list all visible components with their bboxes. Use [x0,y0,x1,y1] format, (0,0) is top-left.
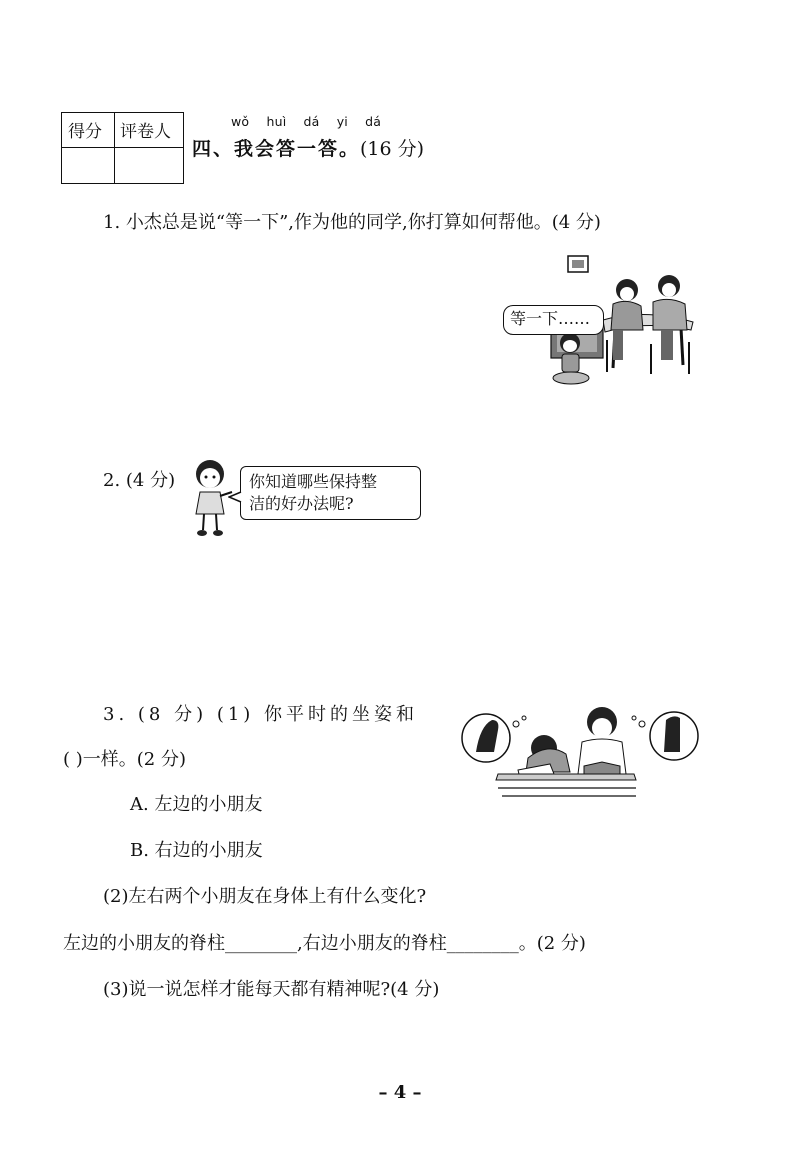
grader-cell[interactable] [115,149,183,183]
speech-bubble-cleanliness [240,466,421,520]
grader-header: 评卷人 [120,122,171,142]
score-header: 得分 [68,122,102,142]
speech-bubble-wait [503,305,604,335]
section-pinyin: wǒ huì dá yi dá [231,114,382,129]
table-divider [62,147,183,148]
score-table [61,112,184,184]
speech-bubble-text: 等一下…… [510,309,591,328]
option-b[interactable]: B. 右边的小朋友 [130,840,263,861]
bubble-line-1: 你知道哪些保持整 [249,472,378,491]
question-3-part2: (2)左右两个小朋友在身体上有什么变化? [103,886,427,907]
question-3-part3: (3)说一说怎样才能每天都有精神呢?(4 分) [103,979,440,1000]
section-title [192,134,424,161]
bubble-line-2: 洁的好办法呢? [249,494,354,513]
question-3-line2: ( )一样。(2 分) [63,749,186,770]
question-1: 1. 小杰总是说“等一下”,作为他的同学,你打算如何帮他。(4 分) [103,212,601,233]
score-cell[interactable] [62,149,113,183]
posture-illustration [458,696,703,798]
section-points: (16 分) [360,138,425,160]
question-3-line1: 3. (8 分) (1) 你平时的坐姿和 [103,704,419,725]
question-3-part2-answer[interactable]: 左边的小朋友的脊柱________,右边小朋友的脊柱________。(2 分) [63,933,586,954]
section-title-text: 四、我会答一答。 [192,138,361,160]
bubble-tail [228,490,242,504]
option-a[interactable]: A. 左边的小朋友 [130,794,263,815]
page-number: – 4 – [378,1082,422,1103]
question-2-label: 2. (4 分) [103,470,176,491]
